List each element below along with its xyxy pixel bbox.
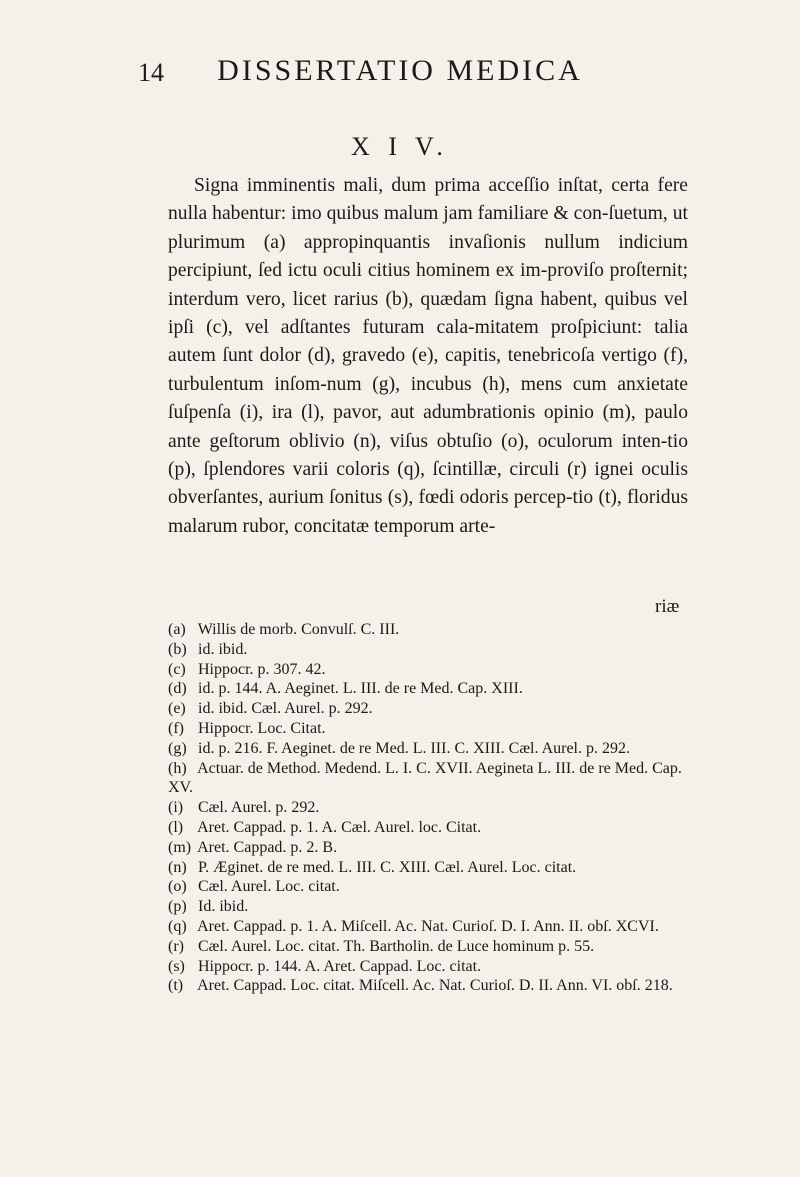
footnote-text: Willis de morb. Convulſ. C. III. xyxy=(197,621,400,638)
footnote-mark: (s) xyxy=(168,957,185,975)
footnote-mark: (q) xyxy=(168,917,187,935)
footnote-mark: (c) xyxy=(168,660,186,678)
footnote xyxy=(168,798,698,818)
footnote-mark: (r) xyxy=(168,937,184,955)
footnote-text: Actuar. de Method. Medend. L. I. C. XVII. Aegineta L. III. de re Med. Cap. XV. xyxy=(168,759,682,797)
footnote-text: Hippocr. p. 144. A. Aret. Cappad. Loc. citat. xyxy=(198,957,482,975)
footnote-mark: (m) xyxy=(168,838,192,856)
footnote-text: Aret. Cappad. Loc. citat. Miſcell. Ac. Nat. Curioſ. D. II. Ann. VI. obſ. 218. xyxy=(197,977,673,995)
footnote-text: Aret. Cappad. p. 2. B. xyxy=(197,838,338,856)
footnote-mark: (b) xyxy=(168,640,187,658)
footnote-text: Id. ibid. xyxy=(198,898,249,916)
running-title: DISSERTATIO MEDICA xyxy=(217,54,583,87)
footnote-mark: (n) xyxy=(168,858,187,876)
footnote xyxy=(168,877,698,897)
footnote xyxy=(168,838,698,858)
section-number: X I V. xyxy=(351,132,449,161)
footnote-mark: (h) xyxy=(168,759,187,777)
footnote-text: Cæl. Aurel. Loc. citat. Th. Bartholin. de Luce hominum p. 55. xyxy=(198,937,595,955)
footnote-mark: (f) xyxy=(168,719,184,737)
catchword: riæ xyxy=(655,596,680,617)
footnote xyxy=(168,660,698,680)
page-number: 14 xyxy=(138,58,164,87)
footnote xyxy=(168,620,698,640)
footnote-mark: (o) xyxy=(168,878,187,896)
footnote-mark: (p) xyxy=(168,898,187,916)
footnote-text: id. ibid. xyxy=(198,640,248,658)
footnote xyxy=(168,937,698,957)
footnote-mark: (t) xyxy=(168,977,184,995)
footnote-mark: (l) xyxy=(168,818,184,836)
footnote-text: id. p. 144. A. Aeginet. L. III. de re Med. Cap. XIII. xyxy=(198,680,523,698)
footnote xyxy=(168,719,698,739)
footnote-text: Cæl. Aurel. p. 292. xyxy=(198,799,320,817)
page-header xyxy=(0,52,800,92)
footnotes xyxy=(168,620,698,996)
footnote xyxy=(168,897,698,917)
footnote-text: id. p. 216. F. Aeginet. de re Med. L. III. C. XIII. Cæl. Aurel. p. 292. xyxy=(198,739,630,757)
footnote xyxy=(168,917,698,937)
footnote xyxy=(168,957,698,977)
footnote xyxy=(168,739,698,759)
footnote-text: Hippocr. Loc. Citat. xyxy=(198,719,326,737)
footnote-mark: (i) xyxy=(168,799,184,817)
body-paragraph: Signa imminentis mali, dum prima acceſſio inſtat, certa fere nulla habentur: imo quibus malum jam familiare & con-ſuetum, ut plurimum (a) appropinquantis invaſionis nullum indicium percipiunt, ſed ictu oculi citius hominem ex im-proviſo proſternit; interdum vero, licet rarius (b), quædam ſigna habent, quibus vel ipſi (c), vel adſtantes futuram cala-mitatem proſpiciunt: talia autem ſunt dolor (d), gravedo (e), capitis, tenebricoſa vertigo (f), turbulentum inſom-num (g), incubus (h), mens cum anxietate ſuſpenſa (i), ira (l), pavor, aut adumbrationis opinio (m), paulo ante geſtorum oblivio (n), viſus obtuſio (o), oculorum inten-tio (p), ſplendores varii coloris (q), ſcintillæ, circuli (r) ignei oculis obverſantes, aurium ſonitus (s), fœdi odoris percep-tio (t), floridus malarum rubor, concitatæ temporum arte- xyxy=(168,175,688,537)
footnote-text: Aret. Cappad. p. 1. A. Miſcell. Ac. Nat. Curioſ. D. I. Ann. II. obſ. XCVI. xyxy=(197,917,659,935)
footnote xyxy=(168,976,698,996)
footnote-mark: (e) xyxy=(168,700,186,718)
footnote xyxy=(168,759,698,799)
footnote xyxy=(168,818,698,838)
footnote-text: Aret. Cappad. p. 1. A. Cæl. Aurel. loc. Citat. xyxy=(197,818,482,836)
body-text xyxy=(168,172,688,541)
footnote xyxy=(168,858,698,878)
footnote xyxy=(168,699,698,719)
footnote xyxy=(168,679,698,699)
footnote-mark: (g) xyxy=(168,739,187,757)
footnote-mark: (a) xyxy=(168,621,186,638)
footnote-text: id. ibid. Cæl. Aurel. p. 292. xyxy=(198,700,373,718)
footnote-text: Cæl. Aurel. Loc. citat. xyxy=(198,878,340,896)
footnote-mark: (d) xyxy=(168,680,187,698)
footnote-text: P. Æginet. de re med. L. III. C. XIII. Cæl. Aurel. Loc. citat. xyxy=(198,858,577,876)
footnote-text: Hippocr. p. 307. 42. xyxy=(198,660,326,678)
footnote xyxy=(168,640,698,660)
